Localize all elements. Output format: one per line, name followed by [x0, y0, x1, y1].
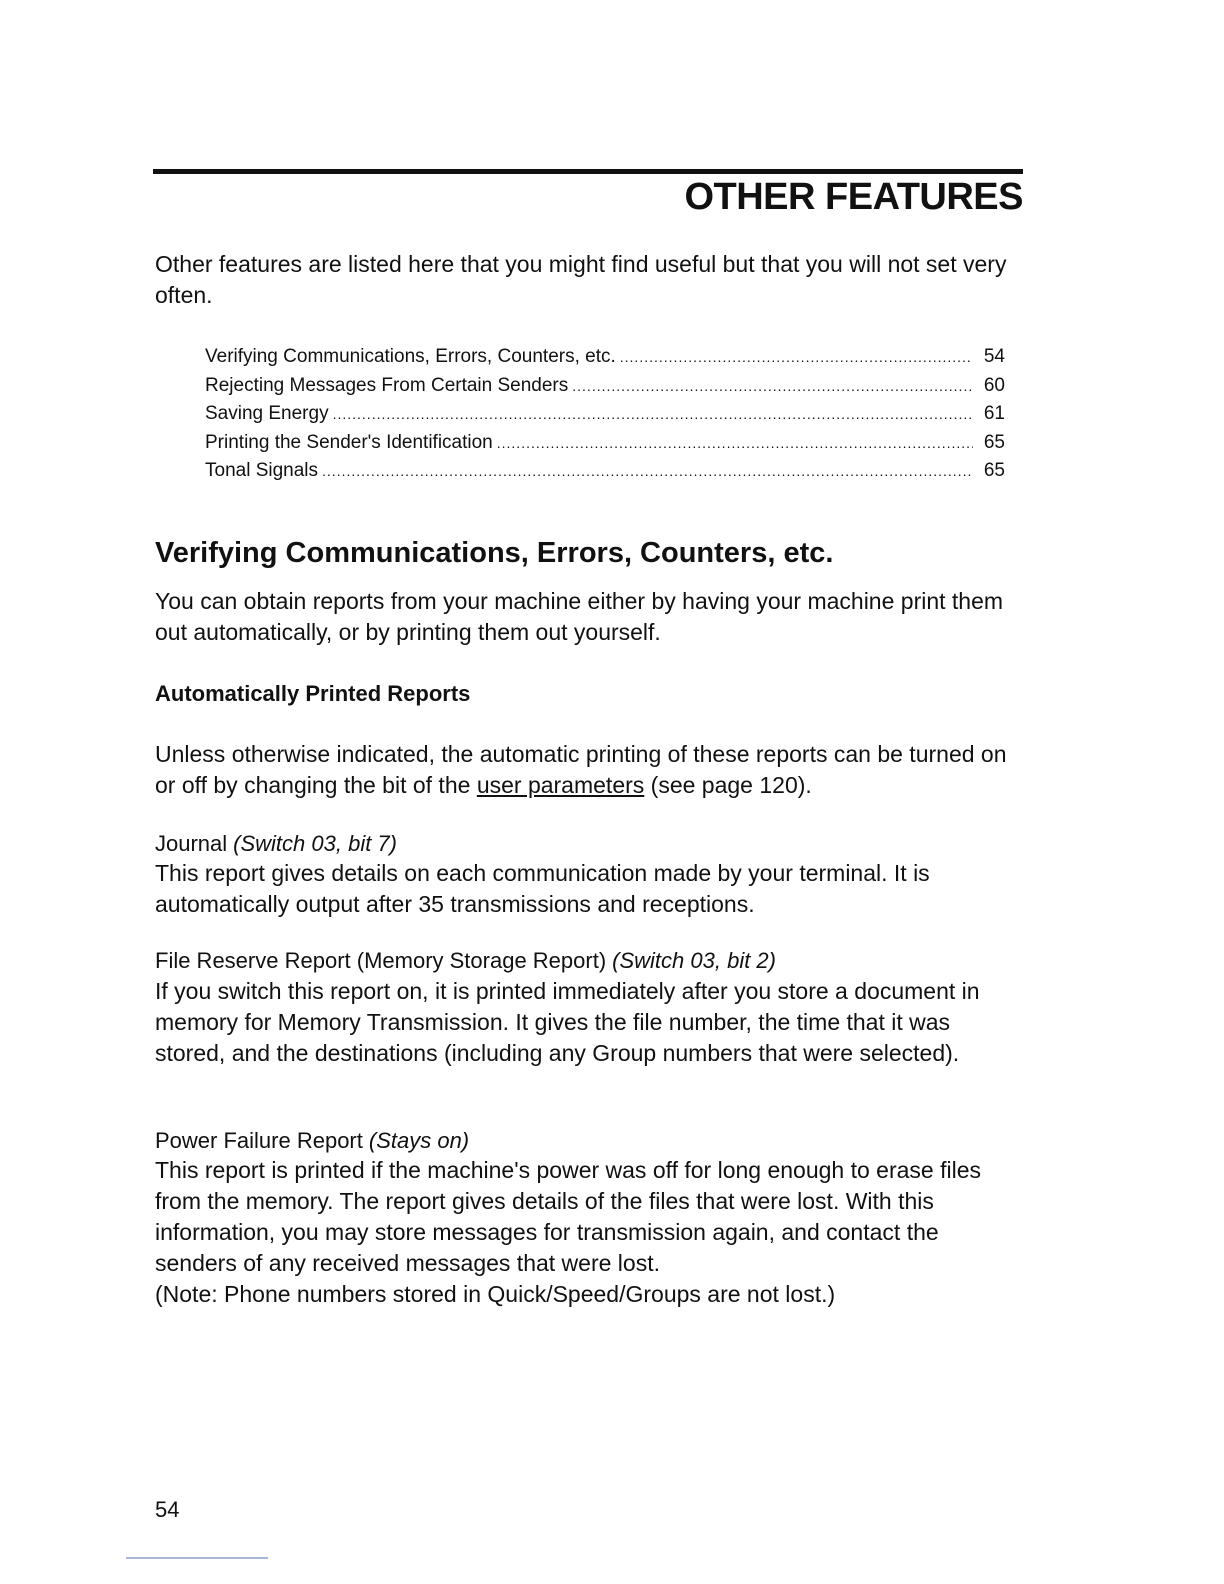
report-description: This report is printed if the machine's power was off for long enough to erase files from the memory. The report gives details of the files that were lost. With this information, you may store messages for transmission again, and contact the senders of any received messages that were lost. [155, 1157, 982, 1276]
section-intro: You can obtain reports from your machine either by having your machine print them out automatically, or by printing them out yourself. [155, 588, 1004, 645]
toc-entry-page: 61 [983, 403, 1005, 424]
subsection-heading: Automatically Printed Reports [155, 681, 471, 706]
report-title: File Reserve Report (Memory Storage Report) [155, 948, 607, 973]
toc-entry-page: 54 [983, 346, 1005, 367]
toc-leader-dots [572, 373, 973, 401]
report-note: (Note: Phone numbers stored in Quick/Speed/Groups are not lost.) [155, 1281, 836, 1307]
toc-entry-title: Printing the Sender's Identification [205, 431, 493, 453]
subsection-intro [155, 739, 1025, 801]
toc-entry[interactable] [205, 372, 1005, 401]
toc-entry-title: Saving Energy [205, 403, 329, 424]
table-of-contents [205, 343, 1005, 486]
toc-entry-title: Verifying Communications, Errors, Counters, etc. [205, 346, 616, 367]
section-heading: Verifying Communications, Errors, Counters, etc. [155, 537, 834, 569]
report-description: This report gives details on each communication made by your terminal. It is automatically output after 35 transmissions and receptions. [155, 860, 930, 917]
report-name [155, 829, 397, 859]
toc-leader-dots [322, 458, 973, 486]
report-title: Journal [155, 831, 228, 856]
toc-entry-title: Rejecting Messages From Certain Senders [205, 374, 569, 396]
report-description: If you switch this report on, it is printed immediately after you store a document in memory for Memory Transmission. It gives the file number, the time that it was stored, and the destinations (including any Group numbers that were selected). [155, 978, 980, 1066]
subsection-intro-ref: (see page 120). [644, 772, 812, 798]
toc-entry-page: 65 [983, 460, 1005, 481]
toc-entry[interactable] [205, 429, 1005, 458]
report-switch: (Switch 03, bit 2) [612, 948, 776, 973]
report-switch: (Switch 03, bit 7) [233, 831, 397, 856]
user-parameters-link[interactable]: user parameters [476, 772, 645, 798]
chapter-intro: Other features are listed here that you might find useful but that you will not set very often. [155, 251, 1007, 308]
toc-leader-dots [497, 430, 973, 458]
report-name [155, 946, 776, 976]
toc-leader-dots [620, 344, 973, 372]
toc-entry-page: 60 [983, 374, 1005, 396]
toc-entry[interactable] [205, 457, 1005, 486]
report-name [155, 1126, 469, 1156]
toc-leader-dots [333, 401, 973, 429]
toc-entry[interactable] [205, 343, 1005, 372]
page-number: 54 [155, 1497, 180, 1522]
chapter-title: OTHER FEATURES [684, 176, 1023, 218]
chapter-rule [153, 169, 1023, 174]
report-switch: (Stays on) [368, 1128, 470, 1153]
toc-entry[interactable] [205, 400, 1005, 429]
toc-entry-page: 65 [983, 431, 1005, 453]
subsection-intro-text: Unless otherwise indicated, the automatic printing of these reports can be turned on or off by changing the bit of the [155, 741, 1007, 798]
scan-edge-mark [126, 1557, 268, 1559]
report-title: Power Failure Report [155, 1128, 363, 1153]
toc-entry-title: Tonal Signals [205, 460, 319, 481]
